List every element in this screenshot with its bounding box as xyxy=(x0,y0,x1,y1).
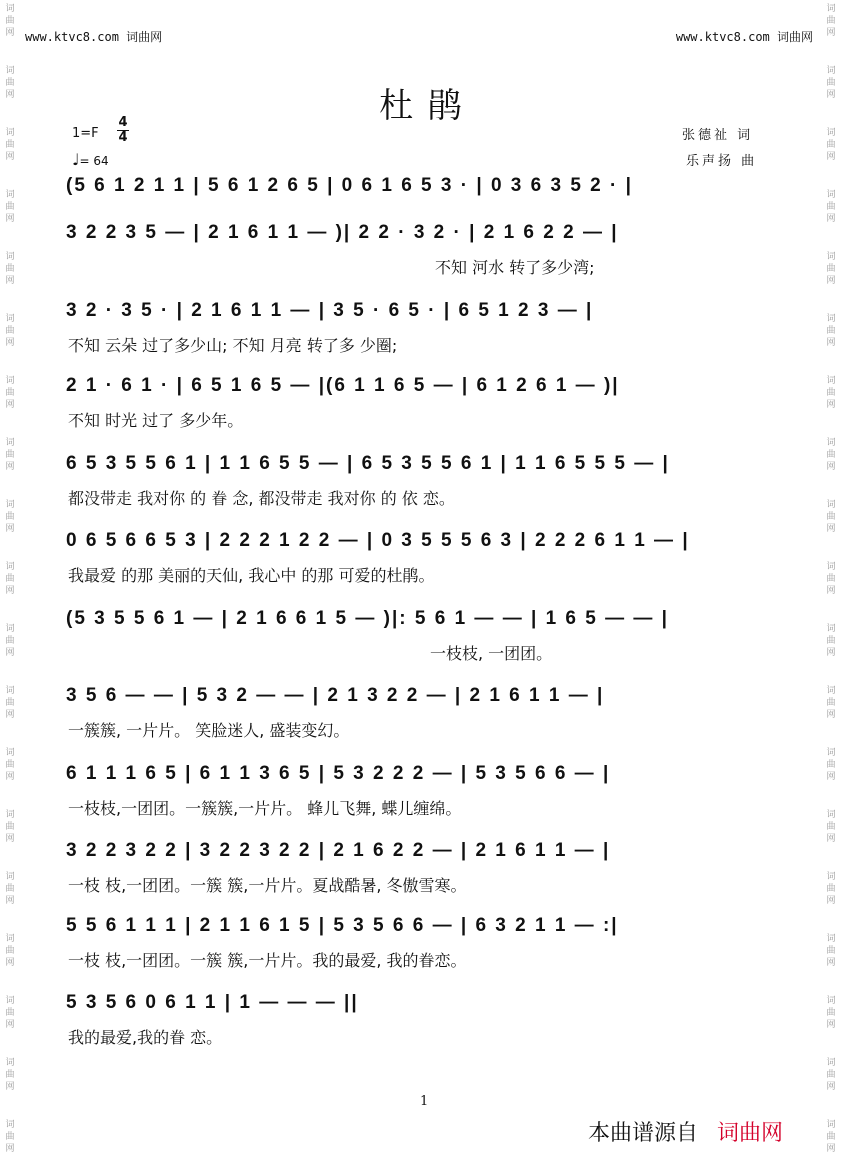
watermark-glyph: 词 xyxy=(826,748,836,758)
watermark-glyph: 网 xyxy=(826,1144,836,1154)
watermark-glyph: 网 xyxy=(5,28,15,38)
watermark-glyph: 网 xyxy=(826,338,836,348)
right-watermark-column xyxy=(821,0,843,1172)
watermark-glyph: 曲 xyxy=(826,1008,836,1018)
watermark-glyph: 词 xyxy=(826,624,836,634)
watermark-glyph: 网 xyxy=(826,524,836,534)
watermark-glyph: 词 xyxy=(5,748,15,758)
source-brand: 词曲网 xyxy=(717,1121,784,1146)
watermark-glyph: 曲 xyxy=(826,512,836,522)
watermark-glyph: 词 xyxy=(5,934,15,944)
lyric-line: 我最爱 的那 美丽的天仙, 我心中 的那 可爱的杜鹃。 xyxy=(68,566,435,585)
watermark-glyph: 词 xyxy=(826,128,836,138)
watermark-glyph: 曲 xyxy=(826,450,836,460)
watermark-glyph: 曲 xyxy=(5,264,15,274)
watermark-glyph: 网 xyxy=(826,772,836,782)
watermark-glyph: 网 xyxy=(826,586,836,596)
time-sig-top: 4 xyxy=(118,115,128,130)
watermark-glyph: 网 xyxy=(5,214,15,224)
notation-row: (5 3 5 5 6 1 — | 2 1 6 6 1 5 — )|: 5 6 1 — — | 1 6 5 — — | xyxy=(66,608,669,629)
watermark-glyph: 词 xyxy=(826,1120,836,1130)
watermark-glyph: 词 xyxy=(5,500,15,510)
lyric-line: 一枝枝, 一团团。 xyxy=(430,644,553,663)
watermark-glyph: 网 xyxy=(826,28,836,38)
watermark-glyph: 词 xyxy=(826,996,836,1006)
watermark-glyph: 词 xyxy=(826,252,836,262)
watermark-glyph: 词 xyxy=(826,500,836,510)
lyric-line: 一枝 枝,一团团。一簇 簇,一片片。夏战酷暑, 冬傲雪寒。 xyxy=(68,876,467,895)
watermark-glyph: 曲 xyxy=(826,1132,836,1142)
watermark-glyph: 网 xyxy=(826,152,836,162)
watermark-glyph: 曲 xyxy=(826,636,836,646)
lyric-line: 一枝枝,一团团。一簇簇,一片片。 蜂儿飞舞, 蝶儿缠绵。 xyxy=(68,799,462,818)
lyric-line: 我的最爱,我的眷 恋。 xyxy=(68,1028,223,1047)
notation-row: (5 6 1 2 1 1 | 5 6 1 2 6 5 | 0 6 1 6 5 3 · | 0 3 6 3 5 2 · | xyxy=(66,175,633,196)
watermark-glyph: 曲 xyxy=(826,326,836,336)
watermark-glyph: 网 xyxy=(826,648,836,658)
notation-row: 5 3 5 6 0 6 1 1 | 1 — — — || xyxy=(66,992,359,1013)
lyric-line: 不知 河水 转了多少湾; xyxy=(435,258,595,277)
page-number: 1 xyxy=(420,1094,429,1109)
site-url-left: www.ktvc8.com 词曲网 xyxy=(25,30,163,44)
watermark-glyph: 网 xyxy=(5,276,15,286)
quarter-note-icon: ♩ xyxy=(72,150,80,169)
watermark-glyph: 词 xyxy=(826,314,836,324)
tempo-value: = 64 xyxy=(79,154,109,168)
watermark-glyph: 词 xyxy=(826,438,836,448)
watermark-glyph: 曲 xyxy=(5,326,15,336)
site-url-right: www.ktvc8.com 词曲网 xyxy=(675,30,813,44)
watermark-glyph: 词 xyxy=(5,686,15,696)
watermark-glyph: 词 xyxy=(5,1120,15,1130)
watermark-glyph: 曲 xyxy=(826,760,836,770)
watermark-glyph: 网 xyxy=(826,214,836,224)
watermark-glyph: 曲 xyxy=(5,1008,15,1018)
watermark-glyph: 词 xyxy=(826,66,836,76)
watermark-glyph: 曲 xyxy=(826,78,836,88)
watermark-glyph: 网 xyxy=(826,462,836,472)
watermark-glyph: 词 xyxy=(5,4,15,14)
watermark-glyph: 曲 xyxy=(5,946,15,956)
watermark-glyph: 词 xyxy=(826,934,836,944)
time-signature xyxy=(117,116,129,145)
watermark-glyph: 网 xyxy=(5,648,15,658)
notation-row: 0 6 5 6 6 5 3 | 2 2 2 1 2 2 — | 0 3 5 5 5 6 3 | 2 2 2 6 1 1 — | xyxy=(66,530,690,551)
notation-row: 3 2 · 3 5 · | 2 1 6 1 1 — | 3 5 · 6 5 · | 6 5 1 2 3 — | xyxy=(66,300,594,321)
watermark-glyph: 词 xyxy=(5,810,15,820)
watermark-glyph: 网 xyxy=(5,586,15,596)
watermark-glyph: 曲 xyxy=(5,1132,15,1142)
watermark-glyph: 曲 xyxy=(826,698,836,708)
composer: 乐声扬 曲 xyxy=(686,154,758,169)
key-signature: 1=F xyxy=(72,126,99,141)
watermark-glyph: 网 xyxy=(5,772,15,782)
lyric-line: 一枝 枝,一团团。一簇 簇,一片片。我的最爱, 我的眷恋。 xyxy=(68,951,467,970)
watermark-glyph: 曲 xyxy=(5,140,15,150)
watermark-glyph: 网 xyxy=(826,834,836,844)
watermark-glyph: 曲 xyxy=(826,202,836,212)
time-sig-bottom: 4 xyxy=(118,130,128,145)
watermark-glyph: 网 xyxy=(5,462,15,472)
watermark-glyph: 词 xyxy=(826,562,836,572)
watermark-glyph: 曲 xyxy=(5,760,15,770)
watermark-glyph: 曲 xyxy=(826,822,836,832)
watermark-glyph: 词 xyxy=(5,252,15,262)
watermark-glyph: 曲 xyxy=(5,78,15,88)
watermark-glyph: 词 xyxy=(826,1058,836,1068)
watermark-glyph: 曲 xyxy=(826,574,836,584)
watermark-glyph: 曲 xyxy=(5,388,15,398)
watermark-glyph: 词 xyxy=(826,190,836,200)
lyric-line: 都没带走 我对你 的 眷 念, 都没带走 我对你 的 依 恋。 xyxy=(68,489,455,508)
watermark-glyph: 词 xyxy=(5,872,15,882)
watermark-glyph: 曲 xyxy=(5,450,15,460)
watermark-glyph: 词 xyxy=(5,66,15,76)
watermark-glyph: 网 xyxy=(5,896,15,906)
watermark-glyph: 网 xyxy=(826,958,836,968)
watermark-glyph: 词 xyxy=(5,438,15,448)
watermark-glyph: 词 xyxy=(5,624,15,634)
watermark-glyph: 词 xyxy=(5,376,15,386)
watermark-glyph: 曲 xyxy=(826,264,836,274)
watermark-glyph: 网 xyxy=(826,90,836,100)
watermark-glyph: 网 xyxy=(5,152,15,162)
watermark-glyph: 曲 xyxy=(5,16,15,26)
watermark-glyph: 曲 xyxy=(5,636,15,646)
watermark-glyph: 网 xyxy=(5,338,15,348)
watermark-glyph: 网 xyxy=(5,834,15,844)
notation-row: 3 2 2 3 2 2 | 3 2 2 3 2 2 | 2 1 6 2 2 — | 2 1 6 1 1 — | xyxy=(66,840,611,861)
watermark-glyph: 词 xyxy=(5,190,15,200)
watermark-glyph: 网 xyxy=(5,90,15,100)
watermark-glyph: 曲 xyxy=(5,202,15,212)
watermark-glyph: 曲 xyxy=(826,946,836,956)
lyricist: 张德祉 词 xyxy=(682,128,754,143)
notation-row: 5 5 6 1 1 1 | 2 1 1 6 1 5 | 5 3 5 6 6 — | 6 3 2 1 1 — :| xyxy=(66,915,619,936)
watermark-glyph: 曲 xyxy=(5,884,15,894)
watermark-glyph: 词 xyxy=(826,686,836,696)
notation-row: 6 5 3 5 5 6 1 | 1 1 6 5 5 — | 6 5 3 5 5 6 1 | 1 1 6 5 5 5 — | xyxy=(66,453,670,474)
watermark-glyph: 曲 xyxy=(826,884,836,894)
watermark-glyph: 曲 xyxy=(5,698,15,708)
watermark-glyph: 曲 xyxy=(826,388,836,398)
watermark-glyph: 网 xyxy=(826,1020,836,1030)
watermark-glyph: 词 xyxy=(826,4,836,14)
watermark-glyph: 词 xyxy=(5,314,15,324)
page-title: 杜 鹃 xyxy=(379,86,464,126)
watermark-glyph: 网 xyxy=(5,710,15,720)
notation-row: 2 1 · 6 1 · | 6 5 1 6 5 — |(6 1 1 6 5 — | 6 1 2 6 1 — )| xyxy=(66,375,620,396)
lyric-line: 一簇簇, 一片片。 笑脸迷人, 盛装变幻。 xyxy=(68,721,350,740)
watermark-glyph: 曲 xyxy=(5,1070,15,1080)
watermark-glyph: 网 xyxy=(5,524,15,534)
watermark-glyph: 网 xyxy=(826,276,836,286)
watermark-glyph: 网 xyxy=(5,1144,15,1154)
watermark-glyph: 曲 xyxy=(5,822,15,832)
watermark-glyph: 网 xyxy=(826,710,836,720)
notation-row: 6 1 1 1 6 5 | 6 1 1 3 6 5 | 5 3 2 2 2 — | 5 3 5 6 6 — | xyxy=(66,763,611,784)
watermark-glyph: 网 xyxy=(826,896,836,906)
watermark-glyph: 网 xyxy=(5,958,15,968)
watermark-glyph: 词 xyxy=(826,872,836,882)
watermark-glyph: 曲 xyxy=(826,140,836,150)
left-watermark-column xyxy=(0,0,22,1172)
watermark-glyph: 曲 xyxy=(826,16,836,26)
watermark-glyph: 曲 xyxy=(5,574,15,584)
watermark-glyph: 曲 xyxy=(5,512,15,522)
tempo-mark xyxy=(72,150,109,169)
watermark-glyph: 词 xyxy=(5,562,15,572)
watermark-glyph: 网 xyxy=(826,400,836,410)
notation-row: 3 5 6 — — | 5 3 2 — — | 2 1 3 2 2 — | 2 1 6 1 1 — | xyxy=(66,685,605,706)
lyric-line: 不知 时光 过了 多少年。 xyxy=(68,411,244,430)
watermark-glyph: 词 xyxy=(5,996,15,1006)
watermark-glyph: 词 xyxy=(826,376,836,386)
source-note xyxy=(588,1116,783,1147)
watermark-glyph: 词 xyxy=(826,810,836,820)
lyric-line: 不知 云朵 过了多少山; 不知 月亮 转了多 少圈; xyxy=(68,336,398,355)
watermark-glyph: 词 xyxy=(5,128,15,138)
watermark-glyph: 网 xyxy=(5,1082,15,1092)
notation-row: 3 2 2 3 5 — | 2 1 6 1 1 — )| 2 2 · 3 2 · | 2 1 6 2 2 — | xyxy=(66,222,619,243)
watermark-glyph: 网 xyxy=(5,1020,15,1030)
watermark-glyph: 词 xyxy=(5,1058,15,1068)
source-note-text: 本曲谱源自 xyxy=(588,1121,699,1146)
watermark-glyph: 网 xyxy=(826,1082,836,1092)
watermark-glyph: 网 xyxy=(5,400,15,410)
watermark-glyph: 曲 xyxy=(826,1070,836,1080)
